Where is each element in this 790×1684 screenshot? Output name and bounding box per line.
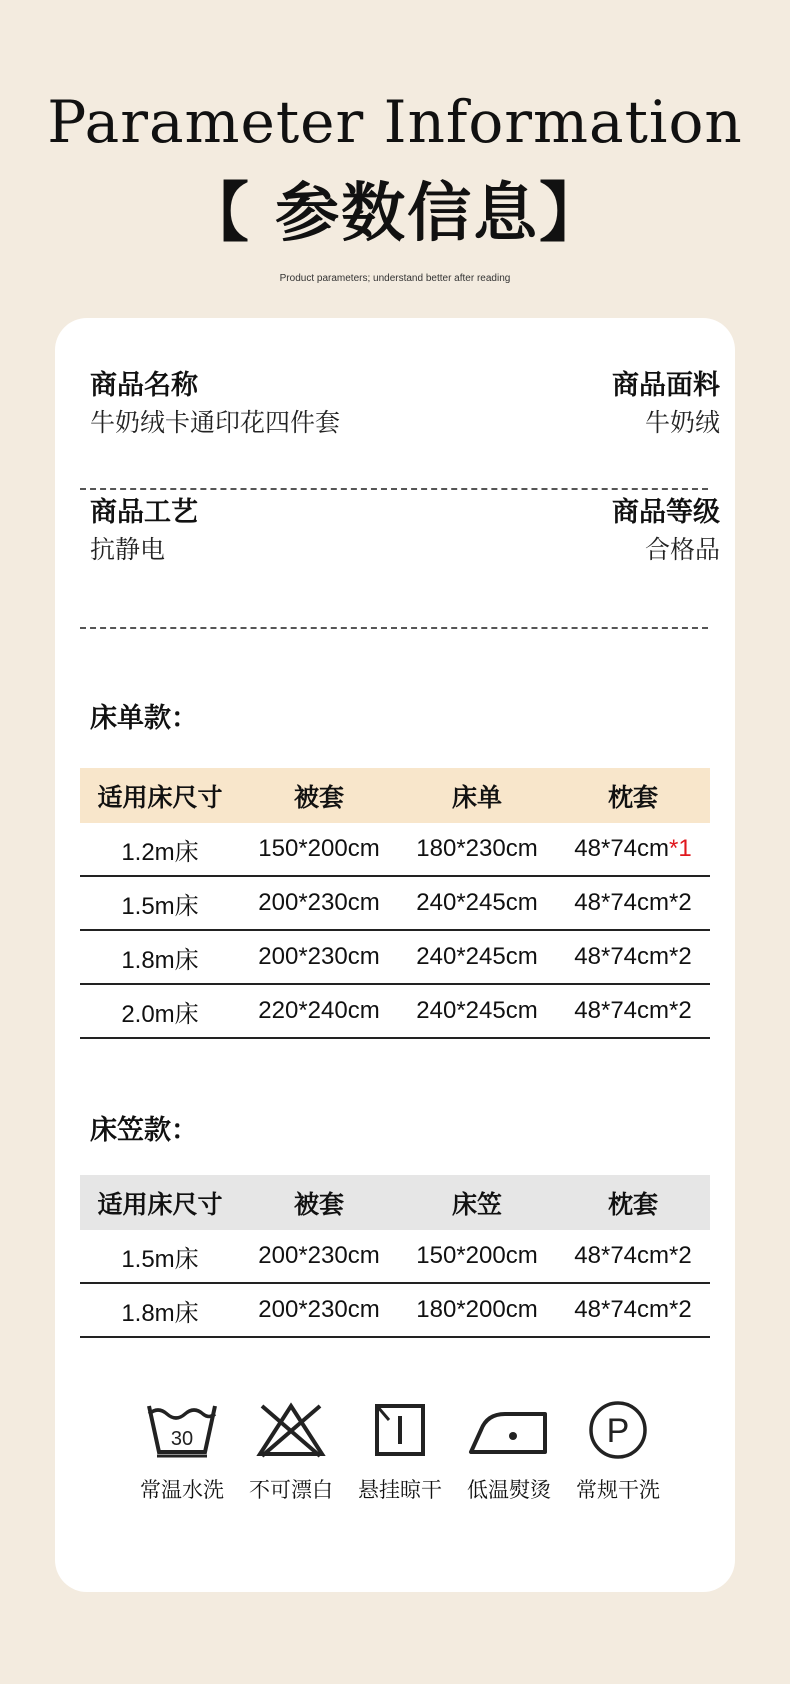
table-row (80, 876, 710, 930)
care-label: 不可漂白 (249, 1478, 333, 1502)
table-header-row (80, 1175, 710, 1230)
table-cell: 200*230cm (240, 1230, 398, 1283)
dashed-divider (80, 627, 708, 629)
table-cell: 48*74cm*2 (556, 1230, 710, 1283)
table-row (80, 1230, 710, 1283)
table-row (80, 930, 710, 984)
table-cell: 48*74cm*2 (556, 984, 710, 1038)
wash-30-icon (145, 1400, 219, 1460)
wash-temp-text: 30 (170, 1428, 194, 1450)
info-value: 抗静电 (90, 535, 166, 564)
table-cell: 1.5m床 (80, 1230, 240, 1283)
table-header: 床单 (398, 768, 556, 823)
info-label: 商品等级 (612, 497, 720, 528)
table-cell: 48*74cm*2 (556, 1283, 710, 1337)
hang-dry-icon (363, 1400, 437, 1460)
table-cell: 1.8m床 (80, 1283, 240, 1337)
table-header: 被套 (240, 1175, 398, 1230)
care-item-wash (130, 1400, 234, 1504)
pillow-qty-highlight: *1 (669, 835, 692, 862)
sheet-section-title: 床单款： (90, 703, 198, 734)
table-cell: 240*245cm (398, 876, 556, 930)
table-row (80, 823, 710, 876)
subtitle: Product parameters; understand better after reading (279, 273, 511, 284)
table-header: 枕套 (556, 768, 710, 823)
table-cell: 200*230cm (240, 1283, 398, 1337)
table-cell: 1.8m床 (80, 930, 240, 984)
table-cell: 180*230cm (398, 823, 556, 876)
parameter-card (55, 318, 735, 1592)
dry-clean-symbol: P (606, 1412, 630, 1450)
table-cell: 240*245cm (398, 984, 556, 1038)
care-item-hang-dry (348, 1400, 452, 1504)
title-en: Parameter Information (47, 88, 743, 156)
info-value: 牛奶绒卡通印花四件套 (90, 408, 341, 437)
table-cell (556, 823, 710, 876)
table-cell: 240*245cm (398, 930, 556, 984)
info-value: 合格品 (644, 535, 720, 564)
dry-clean-p-icon (581, 1400, 655, 1460)
table-header-row (80, 768, 710, 823)
pillow-size: 48*74cm (574, 835, 670, 862)
table-cell: 150*200cm (398, 1230, 556, 1283)
table-cell: 1.5m床 (80, 876, 240, 930)
care-label: 悬挂晾干 (358, 1478, 442, 1502)
fitted-section-title: 床笠款： (90, 1115, 198, 1146)
sheet-size-table (80, 768, 710, 1039)
table-header: 被套 (240, 768, 398, 823)
info-label: 商品名称 (90, 370, 198, 401)
care-label: 低温熨烫 (467, 1478, 551, 1502)
table-cell: 48*74cm*2 (556, 876, 710, 930)
care-instructions (130, 1400, 670, 1504)
no-bleach-icon (254, 1400, 328, 1460)
table-row (80, 1283, 710, 1337)
table-cell: 220*240cm (240, 984, 398, 1038)
care-item-dry-clean (566, 1400, 670, 1504)
table-cell: 48*74cm*2 (556, 930, 710, 984)
info-value: 牛奶绒 (644, 408, 720, 437)
info-label: 商品工艺 (90, 497, 198, 528)
low-iron-icon (467, 1400, 551, 1460)
table-header: 适用床尺寸 (80, 768, 240, 823)
dashed-divider (80, 488, 708, 490)
care-label: 常温水洗 (140, 1478, 224, 1502)
title-zh: 【 参数信息】 (184, 177, 606, 251)
table-cell: 200*230cm (240, 876, 398, 930)
table-header: 枕套 (556, 1175, 710, 1230)
table-row (80, 984, 710, 1038)
care-item-low-iron (457, 1400, 561, 1504)
table-header: 适用床尺寸 (80, 1175, 240, 1230)
table-cell: 2.0m床 (80, 984, 240, 1038)
care-label: 常规干洗 (576, 1478, 660, 1502)
table-cell: 150*200cm (240, 823, 398, 876)
care-item-no-bleach (239, 1400, 343, 1504)
table-header: 床笠 (398, 1175, 556, 1230)
table-cell: 200*230cm (240, 930, 398, 984)
info-label: 商品面料 (612, 370, 720, 401)
table-cell: 180*200cm (398, 1283, 556, 1337)
table-cell: 1.2m床 (80, 823, 240, 876)
fitted-size-table (80, 1175, 710, 1338)
